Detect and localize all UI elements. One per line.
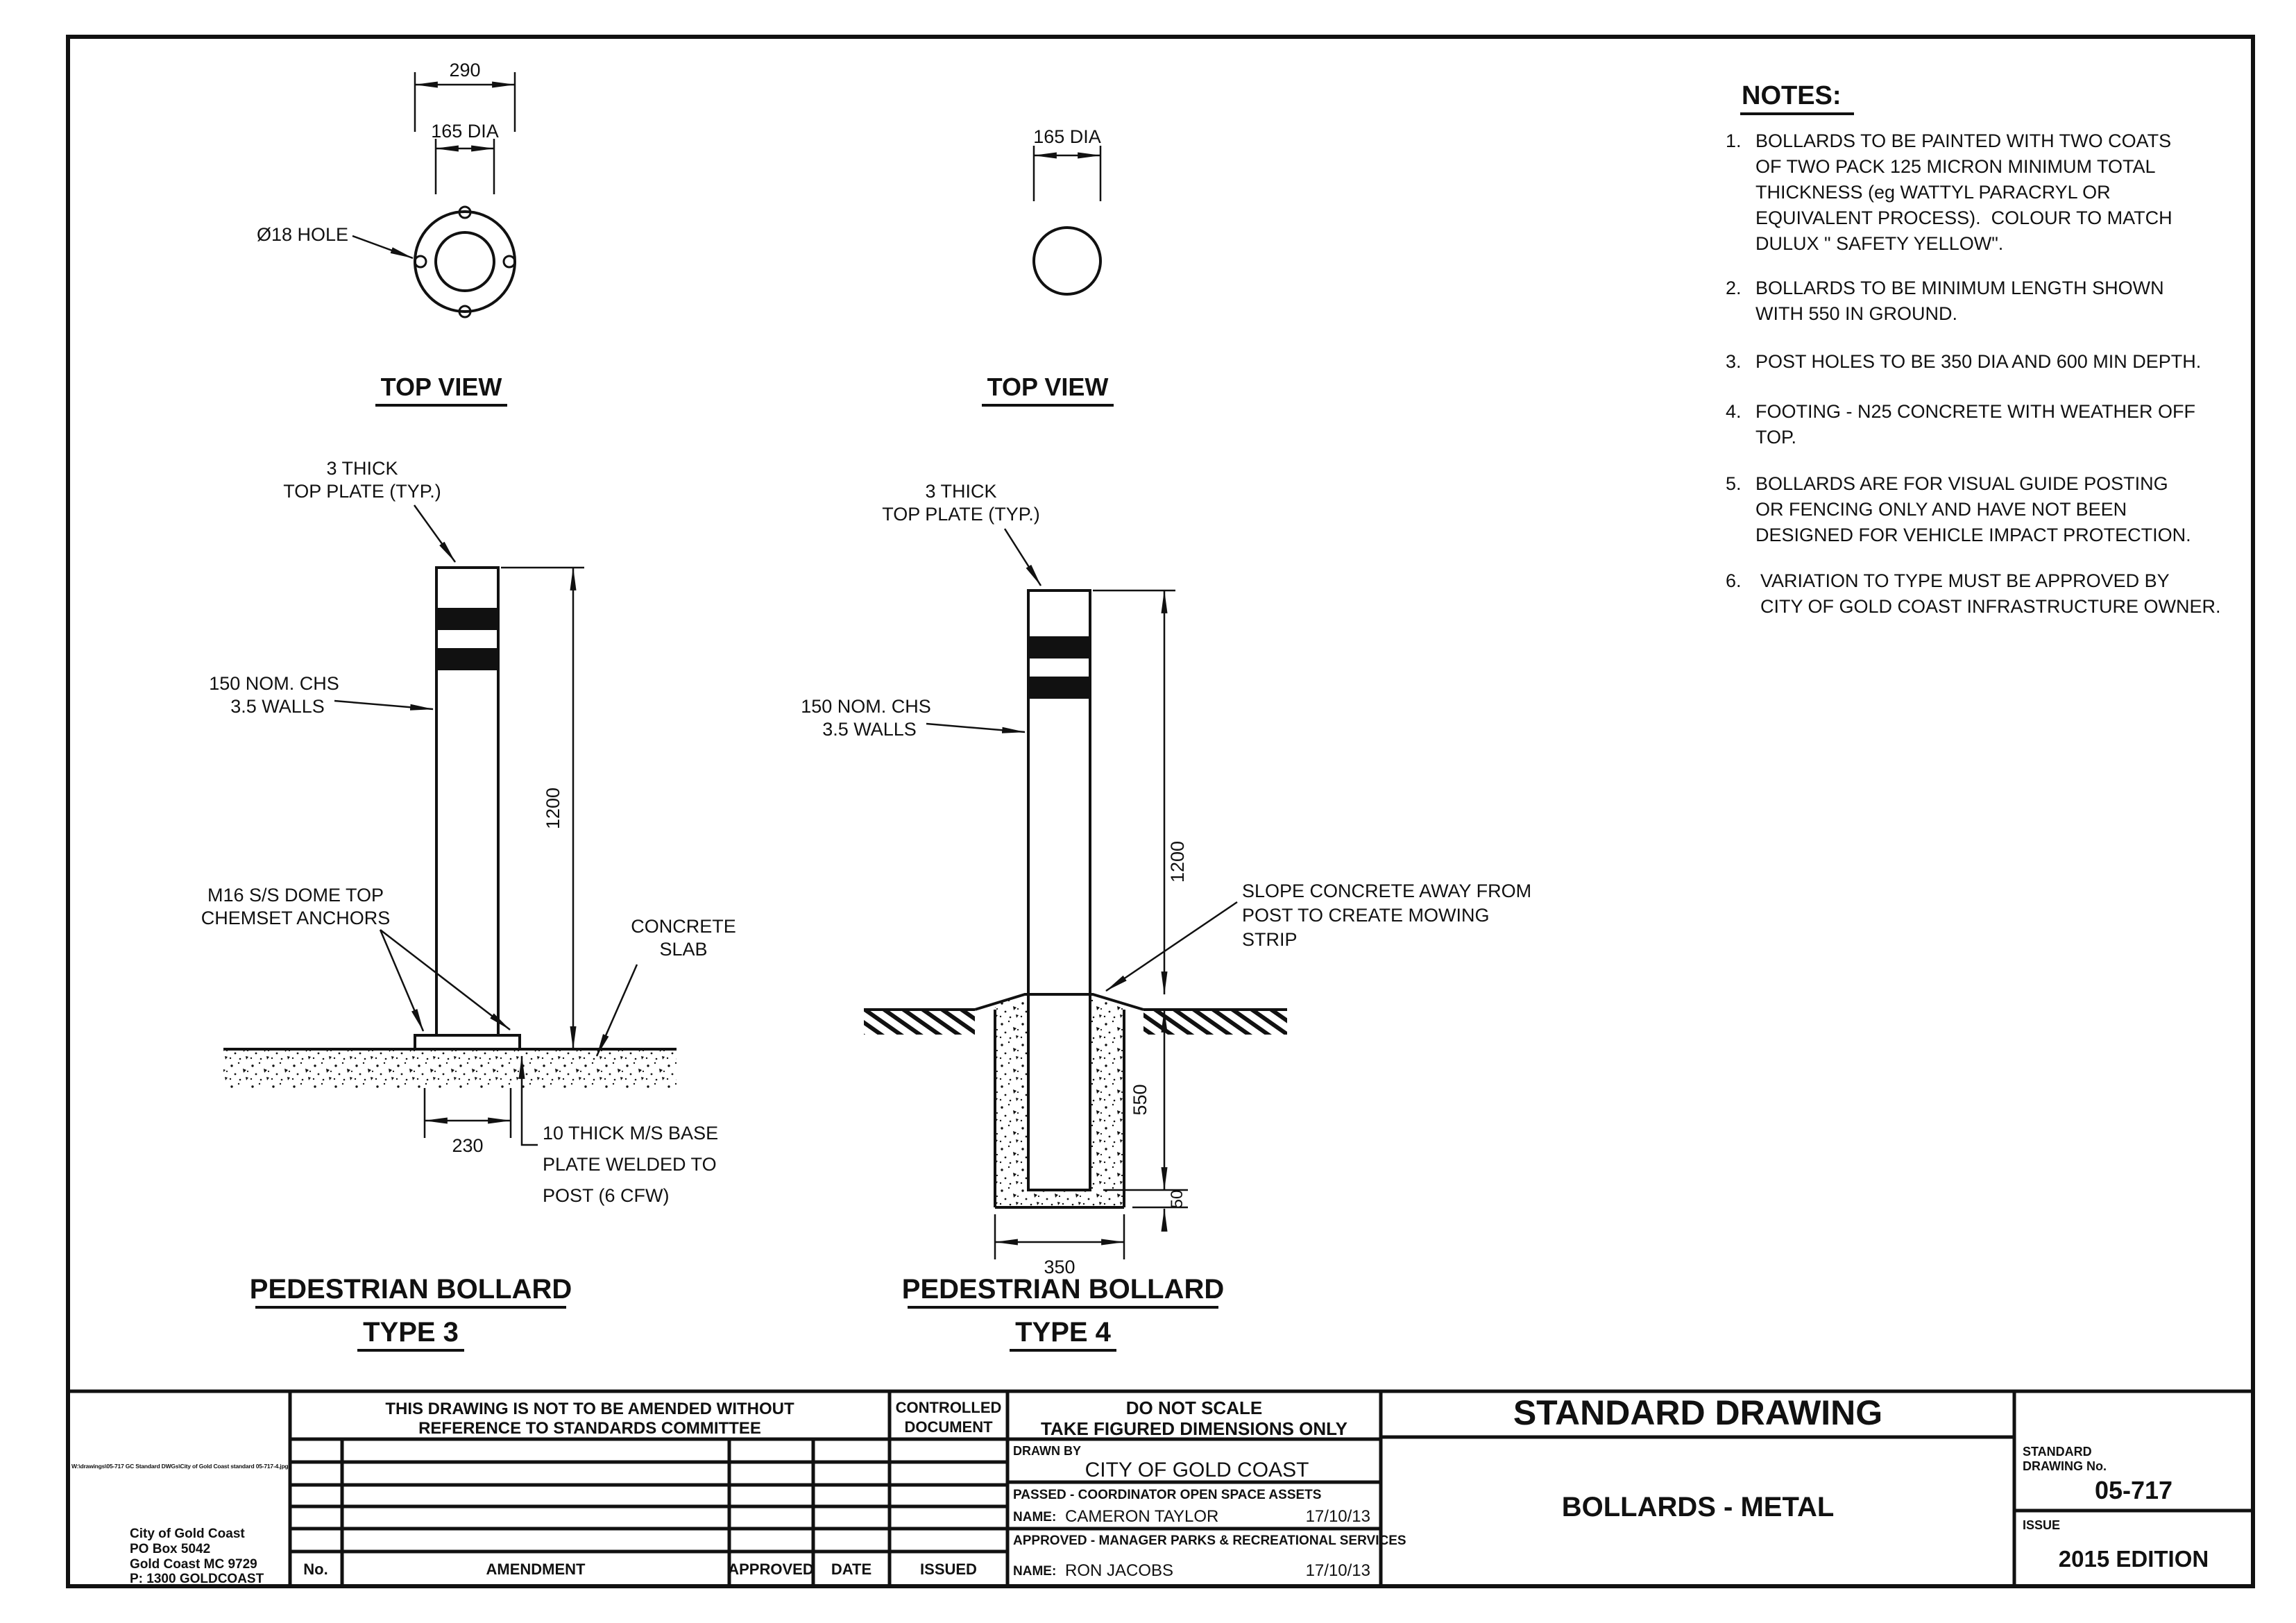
note-6-line-2: CITY OF GOLD COAST INFRASTRUCTURE OWNER. — [1760, 596, 2221, 617]
passed-name-label: NAME: — [1013, 1510, 1057, 1524]
type3-band-2 — [436, 648, 498, 670]
top-view-right — [982, 126, 1114, 405]
dim-230-text: 230 — [452, 1135, 484, 1156]
microprint-filepath: W:\drawings\05-717 GC Standard DWGs\City of Gold Coast standard 05-717-4.jpg — [71, 1463, 289, 1470]
type3-top-plate-label-1: 3 THICK — [326, 458, 398, 479]
approved-name: RON JACOBS — [1065, 1561, 1174, 1580]
type3-elevation — [201, 458, 736, 1350]
base-plate — [415, 1035, 520, 1049]
type4-elevation — [801, 481, 1531, 1350]
note-4-line-1: FOOTING - N25 CONCRETE WITH WEATHER OFF — [1755, 401, 2195, 422]
type3-subtitle: TYPE 3 — [363, 1317, 459, 1348]
note-5-num: 5. — [1726, 473, 1742, 494]
controlled-document-line-2: DOCUMENT — [904, 1418, 993, 1436]
bolt-hole-left — [415, 256, 426, 267]
bolt-hole-right — [504, 256, 515, 267]
standard-drawing-heading: STANDARD DRAWING — [1513, 1393, 1883, 1432]
std-no-label-1: STANDARD — [2023, 1445, 2092, 1459]
dim-350-text: 350 — [1044, 1257, 1075, 1277]
dim-1200-text-type4: 1200 — [1167, 840, 1188, 883]
type4-band-1 — [1028, 636, 1090, 658]
notes-heading: NOTES: — [1742, 81, 1842, 110]
base-plate-label-3: POST (6 CFW) — [543, 1185, 670, 1206]
type4-title: PEDESTRIAN BOLLARD — [901, 1274, 1225, 1305]
type3-anchors-label-2: CHEMSET ANCHORS — [201, 908, 391, 928]
note-4-line-2: TOP. — [1755, 427, 1797, 448]
note-1-line-4: EQUIVALENT PROCESS). COLOUR TO MATCH — [1755, 207, 2172, 228]
do-not-scale-line-2: TAKE FIGURED DIMENSIONS ONLY — [1040, 1418, 1348, 1439]
post-circle — [1034, 228, 1100, 294]
base-plate-label-1: 10 THICK M/S BASE — [543, 1123, 719, 1144]
note-2-line-2: WITH 550 IN GROUND. — [1755, 303, 1958, 324]
passed-label: PASSED - COORDINATOR OPEN SPACE ASSETS — [1013, 1488, 1322, 1502]
note-2-num: 2. — [1726, 278, 1742, 298]
hole-label: Ø18 HOLE — [256, 224, 348, 245]
slab-label-2: SLAB — [659, 939, 708, 960]
dim-165-text-right: 165 DIA — [1033, 126, 1101, 147]
footing-concrete-bottom — [1028, 1190, 1090, 1207]
type4-top-plate-leader — [1005, 529, 1041, 586]
drawn-by-value: CITY OF GOLD COAST — [1085, 1459, 1309, 1481]
controlled-document-line-1: CONTROLLED — [895, 1399, 1002, 1416]
std-drawing-number: 05-717 — [2094, 1476, 2173, 1504]
notes — [1726, 81, 2221, 617]
note-5-line-1: BOLLARDS ARE FOR VISUAL GUIDE POSTING — [1755, 473, 2168, 494]
do-not-scale-line-1: DO NOT SCALE — [1125, 1397, 1263, 1418]
dim-165-text: 165 DIA — [431, 121, 499, 142]
issue-label: ISSUE — [2023, 1518, 2061, 1532]
note-3-line-1: POST HOLES TO BE 350 DIA AND 600 MIN DEPTH. — [1755, 351, 2202, 372]
hole-leader — [352, 236, 413, 258]
type4-subtitle: TYPE 4 — [1015, 1317, 1111, 1348]
note-6-num: 6. — [1726, 570, 1742, 591]
note-1-num: 1. — [1726, 130, 1742, 151]
col-approved: APPROVED — [728, 1561, 814, 1578]
type4-band-2 — [1028, 677, 1090, 699]
note-1-line-3: THICKNESS (eg WATTYL PARACRYL OR — [1755, 182, 2111, 203]
type3-band-1 — [436, 608, 498, 630]
type3-anchor-leader-1 — [380, 930, 423, 1031]
flange-outline — [415, 212, 515, 312]
soil-hatch-left — [864, 1011, 975, 1035]
issue-value: 2015 EDITION — [2058, 1546, 2209, 1572]
type3-post — [436, 568, 498, 1035]
drawing-title: BOLLARDS - METAL — [1561, 1492, 1835, 1522]
col-issued: ISSUED — [920, 1561, 977, 1578]
approved-date: 17/10/13 — [1305, 1561, 1370, 1580]
concrete-slab-texture — [223, 1051, 677, 1088]
passed-date: 17/10/13 — [1305, 1507, 1370, 1526]
sheet-border — [68, 37, 2253, 1586]
type3-chs-label-2: 3.5 WALLS — [230, 696, 325, 717]
note-3-num: 3. — [1726, 351, 1742, 372]
org-address-line: P: 1300 GOLDCOAST — [130, 1572, 264, 1586]
slope-label-3: STRIP — [1242, 929, 1298, 950]
dim-50-text: 50 — [1168, 1189, 1187, 1209]
footing-concrete-right — [1090, 998, 1124, 1207]
title-block — [68, 1391, 2253, 1586]
passed-name: CAMERON TAYLOR — [1065, 1507, 1219, 1526]
type4-top-plate-label-2: TOP PLATE (TYP.) — [882, 504, 1040, 525]
note-5-line-2: OR FENCING ONLY AND HAVE NOT BEEN — [1755, 499, 2127, 520]
org-address-line: PO Box 5042 — [130, 1542, 211, 1556]
dim-290-text: 290 — [449, 60, 481, 80]
dim-1200-text-type3: 1200 — [543, 787, 563, 830]
col-no: No. — [303, 1561, 328, 1578]
type3-title: PEDESTRIAN BOLLARD — [249, 1274, 572, 1305]
type3-anchors-label-1: M16 S/S DOME TOP — [207, 885, 384, 906]
slope-label-2: POST TO CREATE MOWING — [1242, 905, 1490, 926]
note-1-line-5: DULUX " SAFETY YELLOW". — [1755, 233, 2004, 254]
footing-concrete-left — [995, 998, 1028, 1207]
note-4-num: 4. — [1726, 401, 1742, 422]
type4-chs-label-1: 150 NOM. CHS — [801, 696, 931, 717]
top-view-right-title: TOP VIEW — [987, 373, 1109, 401]
type3-top-plate-leader — [414, 505, 455, 562]
type3-chs-label-1: 150 NOM. CHS — [209, 673, 339, 694]
top-view-left — [257, 60, 515, 405]
org-address-line: City of Gold Coast — [130, 1527, 245, 1541]
note-5-line-3: DESIGNED FOR VEHICLE IMPACT PROTECTION. — [1755, 525, 2191, 545]
note-1-line-1: BOLLARDS TO BE PAINTED WITH TWO COATS — [1755, 130, 2172, 151]
type4-chs-label-2: 3.5 WALLS — [822, 719, 917, 740]
note-1-line-2: OF TWO PACK 125 MICRON MINIMUM TOTAL — [1755, 156, 2156, 177]
note-2-line-1: BOLLARDS TO BE MINIMUM LENGTH SHOWN — [1755, 278, 2164, 298]
post-outline-top — [436, 232, 494, 291]
top-view-left-title: TOP VIEW — [380, 373, 502, 401]
amendment-notice-line-2: REFERENCE TO STANDARDS COMMITTEE — [418, 1419, 761, 1438]
approved-label: APPROVED - MANAGER PARKS & RECREATIONAL SERVICES — [1013, 1533, 1406, 1548]
slope-leader — [1106, 902, 1237, 991]
col-amendment: AMENDMENT — [486, 1561, 586, 1578]
slab-label-1: CONCRETE — [631, 916, 736, 937]
type3-chs-leader — [334, 701, 433, 709]
note-6-line-1: VARIATION TO TYPE MUST BE APPROVED BY — [1760, 570, 2170, 591]
col-date: DATE — [831, 1561, 872, 1578]
std-no-label-2: DRAWING No. — [2023, 1459, 2107, 1473]
slab-leader — [597, 965, 637, 1056]
dim-550-text: 550 — [1130, 1084, 1150, 1116]
type3-anchor-leader-2 — [380, 930, 510, 1030]
org-address-line: Gold Coast MC 9729 — [130, 1557, 257, 1572]
type3-top-plate-label-2: TOP PLATE (TYP.) — [283, 481, 441, 502]
amendment-notice-line-1: THIS DRAWING IS NOT TO BE AMENDED WITHOUT — [385, 1400, 794, 1418]
type4-top-plate-label-1: 3 THICK — [925, 481, 997, 502]
type4-chs-leader — [926, 724, 1025, 732]
base-plate-label-2: PLATE WELDED TO — [543, 1154, 717, 1175]
drawn-by-label: DRAWN BY — [1013, 1444, 1081, 1458]
approved-name-label: NAME: — [1013, 1564, 1057, 1579]
slope-label-1: SLOPE CONCRETE AWAY FROM — [1242, 881, 1532, 901]
